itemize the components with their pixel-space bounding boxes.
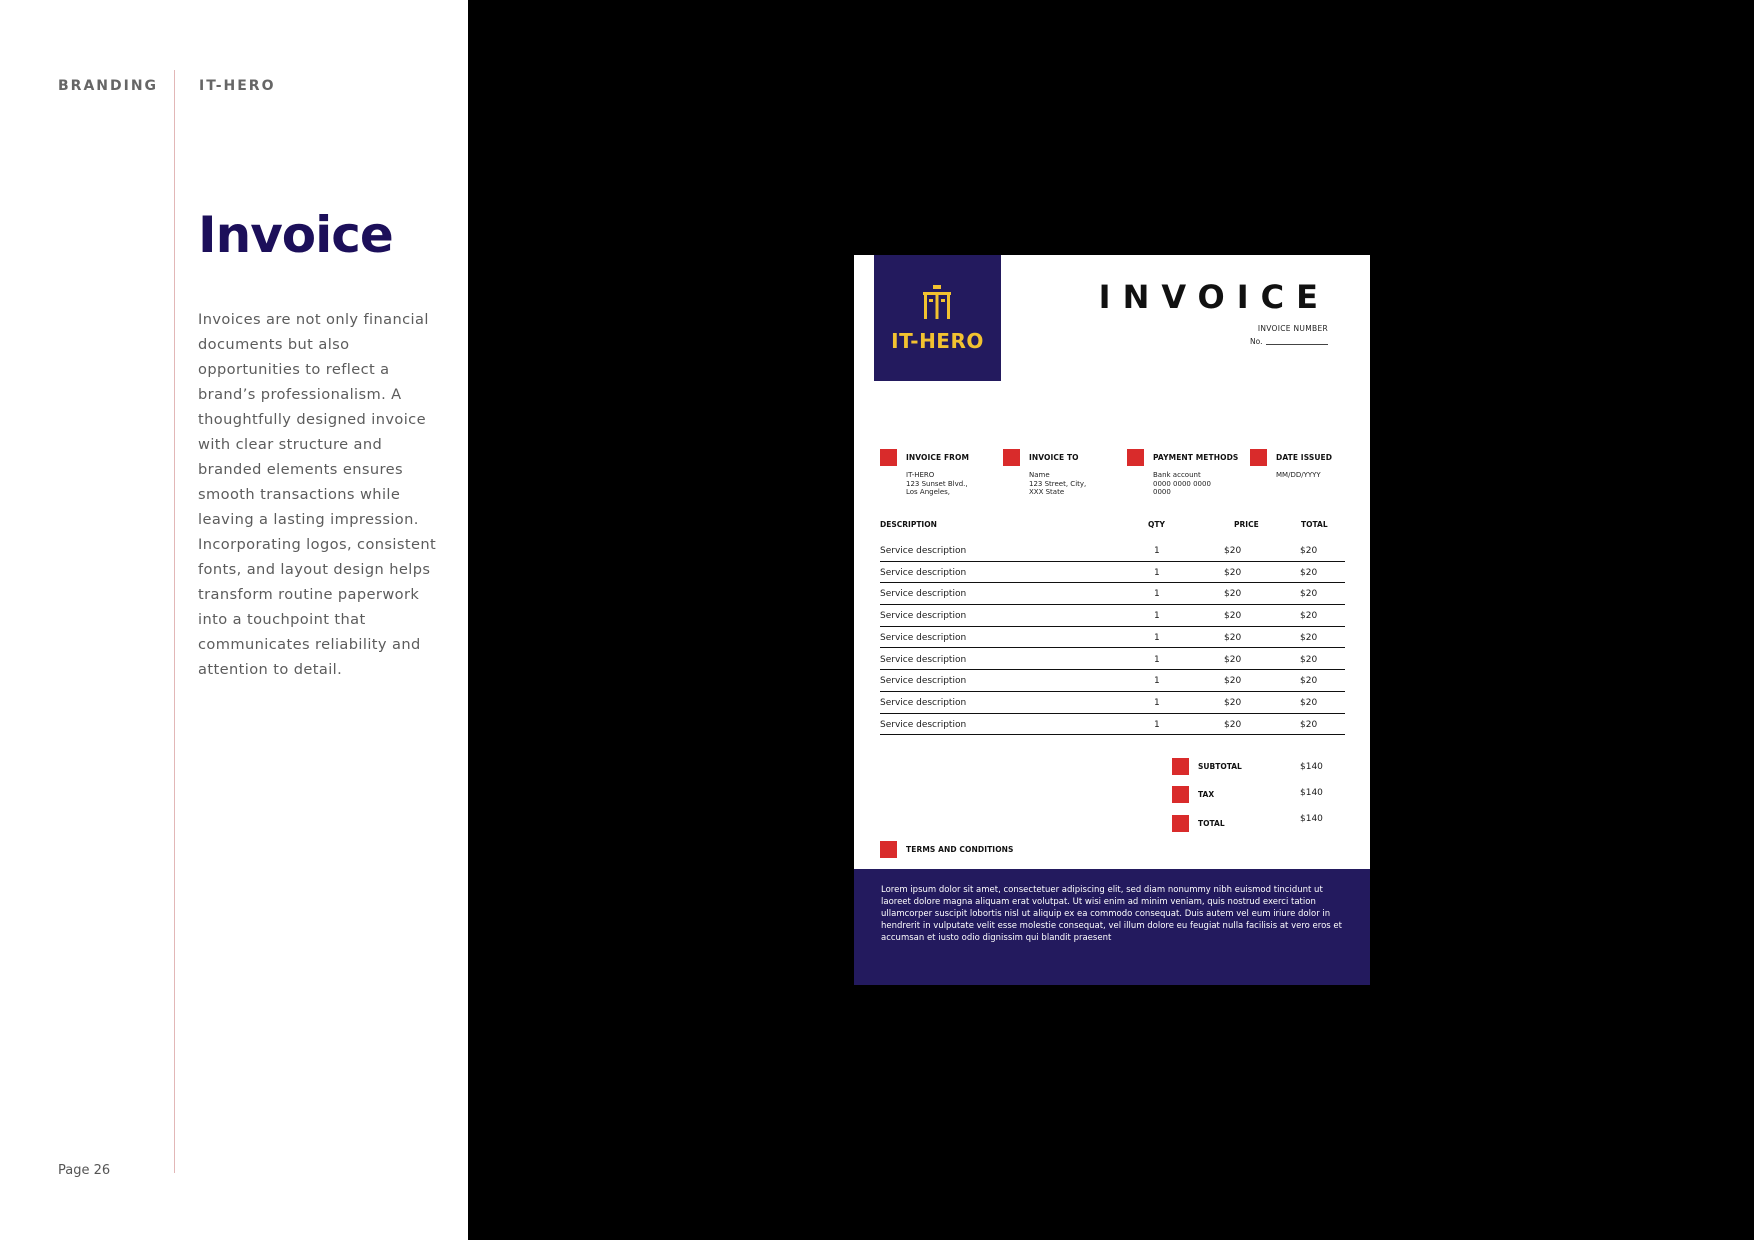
info-body — [1029, 471, 1086, 497]
invoice-mockup — [854, 255, 1370, 985]
cell-price: $20 — [1224, 546, 1242, 556]
terms-label: TERMS AND CONDITIONS — [906, 845, 1014, 854]
table-row — [880, 562, 1345, 584]
invoice-title: INVOICE — [1098, 278, 1330, 316]
total-row — [1172, 815, 1352, 833]
invoice-no-label: No. — [1250, 337, 1263, 346]
cell-price: $20 — [1224, 632, 1242, 643]
cell-qty: 1 — [1154, 611, 1160, 622]
logo-text: IT-HERO — [891, 329, 984, 353]
info-line: Name — [1029, 471, 1050, 479]
info-line: XXX State — [1029, 488, 1065, 496]
cell-price: $20 — [1224, 567, 1242, 578]
info-body — [906, 471, 968, 497]
table-row — [880, 692, 1345, 714]
cell-total: $20 — [1300, 567, 1318, 578]
cell-total: $20 — [1300, 546, 1318, 556]
invoice-number-label: INVOICE NUMBER — [1257, 324, 1328, 333]
cell-description: Service description — [880, 676, 967, 687]
cell-qty: 1 — [1154, 589, 1160, 600]
red-square-icon — [1172, 815, 1189, 832]
cell-total: $20 — [1300, 697, 1318, 708]
red-square-icon — [880, 449, 897, 466]
cell-total: $20 — [1300, 632, 1318, 643]
cell-price: $20 — [1224, 719, 1242, 730]
cell-price: $20 — [1224, 697, 1242, 708]
cell-total: $20 — [1300, 676, 1318, 687]
table-row — [880, 627, 1345, 649]
info-heading: INVOICE TO — [1029, 453, 1079, 462]
cell-description: Service description — [880, 546, 967, 556]
info-line: 0000 0000 0000 — [1153, 479, 1211, 488]
info-line: Bank account — [1153, 471, 1201, 479]
red-square-icon — [1172, 786, 1189, 803]
tax-label: TAX — [1198, 790, 1215, 799]
body-text: Invoices are not only financial documents but also opportunities to reflect a brand’s professionalism. A thoughtfully designed invoice with clear structure and branded elements ensures smooth transactions while leaving a lasting impression. Incorporating logos, consistent fonts, and layout design helps transform routine paperwork into a touchpoint that communicates reliability and attention to detail. — [198, 311, 437, 678]
red-square-icon — [880, 841, 897, 858]
brand-label: IT-HERO — [199, 78, 276, 94]
section-label: BRANDING — [58, 78, 159, 94]
table-row — [880, 605, 1345, 627]
subtotal-row — [1172, 758, 1352, 776]
invoice-no-line — [1266, 344, 1328, 345]
cell-qty: 1 — [1154, 676, 1160, 687]
terms-text: Lorem ipsum dolor sit amet, consectetuer adipiscing elit, sed diam nonummy nibh euismod tincidunt ut laoreet dolore magna aliquam erat volutpat. Ut wisi enim ad minim veniam, quis nostrud exerci tation ullamcorper suscipit lobortis nisl ut aliquip ex ea commodo consequat. Duis autem vel eum iriure dolor in hendrerit in vulputate velit esse molestie consequat, vel illum dolore eu feugiat nulla facilisis at vero eros et accumsan et iusto odio dignissim qui blandit praesent — [881, 885, 1342, 943]
info-body — [1276, 471, 1321, 480]
info-line: 123 Street, City, — [1029, 479, 1087, 488]
invoice-logo — [874, 255, 1001, 381]
info-line: 0000 — [1153, 488, 1171, 496]
invoice-footer — [854, 869, 1370, 985]
cell-qty: 1 — [1154, 654, 1160, 665]
cell-price: $20 — [1224, 654, 1242, 665]
table-row — [880, 649, 1345, 671]
cell-price: $20 — [1224, 589, 1242, 600]
cell-qty: 1 — [1154, 546, 1160, 556]
col-price: PRICE — [1234, 520, 1259, 529]
cell-qty: 1 — [1154, 632, 1160, 643]
info-line: 123 Sunset Blvd., — [906, 479, 968, 488]
table-row — [880, 583, 1345, 605]
tax-value: $140 — [1300, 788, 1323, 798]
cell-price: $20 — [1224, 676, 1242, 687]
cell-qty: 1 — [1154, 697, 1160, 708]
table-row — [880, 540, 1345, 562]
cell-description: Service description — [880, 697, 967, 708]
cell-qty: 1 — [1154, 567, 1160, 578]
red-square-icon — [1003, 449, 1020, 466]
cell-total: $20 — [1300, 719, 1318, 730]
tax-row — [1172, 786, 1352, 804]
col-total: TOTAL — [1301, 520, 1328, 529]
cell-price: $20 — [1224, 611, 1242, 622]
info-line: Los Angeles, — [906, 488, 951, 496]
cell-description: Service description — [880, 654, 967, 665]
total-value: $140 — [1300, 814, 1323, 824]
subtotal-value: $140 — [1300, 762, 1323, 772]
col-qty: QTY — [1148, 520, 1165, 529]
info-body — [1153, 471, 1211, 497]
left-panel — [0, 0, 468, 1240]
red-square-icon — [1250, 449, 1267, 466]
cell-description: Service description — [880, 611, 967, 622]
red-square-icon — [1127, 449, 1144, 466]
info-line: IT-HERO — [906, 471, 935, 479]
subtotal-label: SUBTOTAL — [1198, 762, 1242, 771]
cell-description: Service description — [880, 589, 967, 600]
cell-qty: 1 — [1154, 719, 1160, 730]
cell-total: $20 — [1300, 611, 1318, 622]
cell-description: Service description — [880, 719, 967, 730]
info-heading: INVOICE FROM — [906, 453, 970, 462]
info-heading: PAYMENT METHODS — [1153, 453, 1239, 462]
col-description: DESCRIPTION — [880, 520, 937, 529]
divider — [174, 70, 175, 1173]
total-label: TOTAL — [1198, 819, 1225, 828]
page-title: Invoice — [198, 206, 393, 264]
table-row — [880, 714, 1345, 736]
cell-description: Service description — [880, 632, 967, 643]
table-row — [880, 670, 1345, 692]
page-number: Page 26 — [58, 1163, 111, 1178]
cell-total: $20 — [1300, 654, 1318, 665]
red-square-icon — [1172, 758, 1189, 775]
info-line: MM/DD/YYYY — [1276, 471, 1321, 479]
cell-description: Service description — [880, 567, 967, 578]
it-hero-logo-icon — [921, 285, 953, 321]
cell-total: $20 — [1300, 589, 1318, 600]
info-heading: DATE ISSUED — [1276, 453, 1333, 462]
